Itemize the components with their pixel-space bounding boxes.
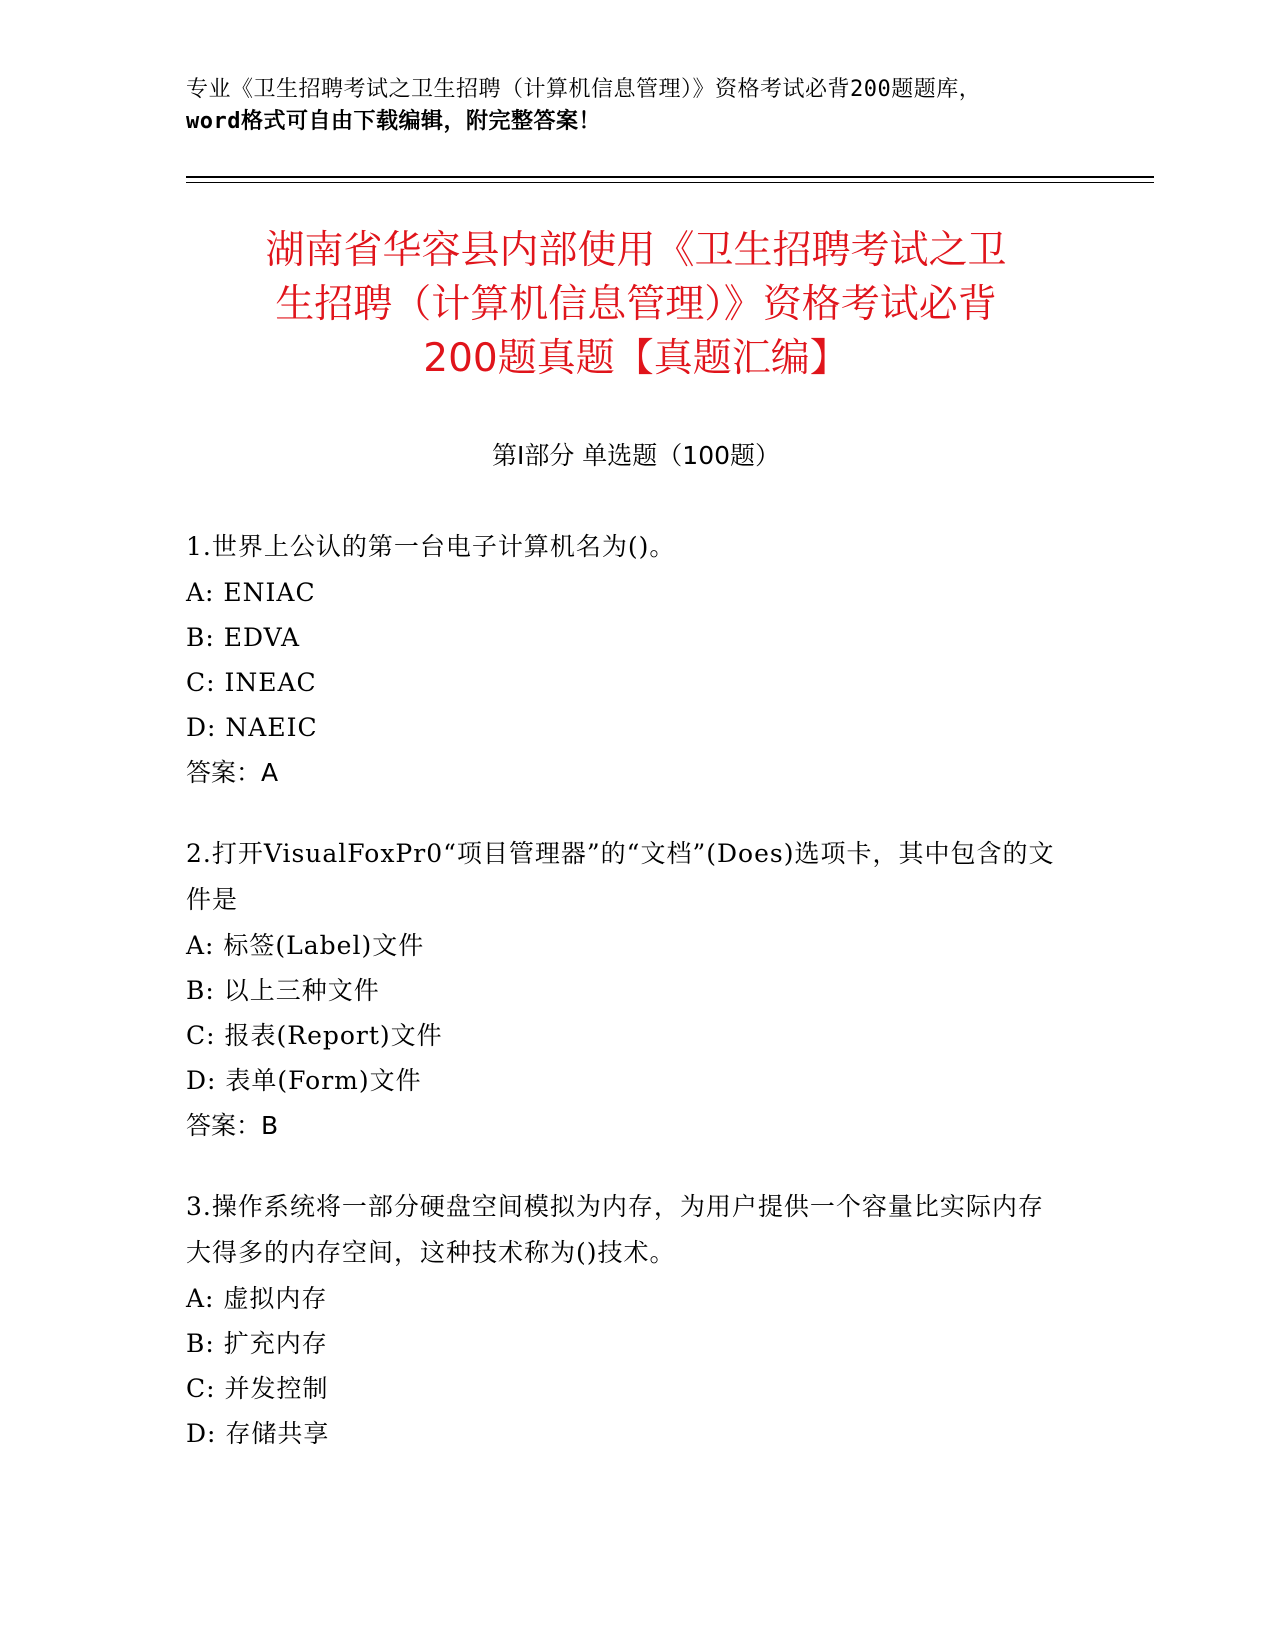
question-text: 2.打开VisualFoxPr0“项目管理器”的“文档”(Does)选项卡，其中包含的文件是 xyxy=(186,839,1055,914)
option-d: D: 存储共享 xyxy=(186,1419,330,1448)
document-title xyxy=(186,224,1086,386)
answer: 答案：A xyxy=(186,758,279,787)
header-divider-thin xyxy=(186,182,1154,183)
document-title-line-2: 生招聘（计算机信息管理）》资格考试必背 xyxy=(275,282,997,327)
option-c: C: 并发控制 xyxy=(186,1374,329,1403)
option-c: C: 报表(Report)文件 xyxy=(186,1021,443,1050)
option-a: A: ENIAC xyxy=(186,578,316,607)
document-title-line-3: 200题真题【真题汇编】 xyxy=(423,336,849,381)
header-note-line-1: 专业《卫生招聘考试之卫生招聘（计算机信息管理）》资格考试必背200题题库， xyxy=(186,77,982,102)
question-list xyxy=(186,524,1066,1492)
option-c: C: INEAC xyxy=(186,668,317,697)
header-divider-thick xyxy=(186,176,1154,178)
option-b: B: EDVA xyxy=(186,623,301,652)
question-text: 1.世界上公认的第一台电子计算机名为()。 xyxy=(186,532,676,561)
option-a: A: 标签(Label)文件 xyxy=(186,931,425,960)
question-text: 3.操作系统将一部分硬盘空间模拟为内存，为用户提供一个容量比实际内存大得多的内存空间，这种技术称为()技术。 xyxy=(186,1192,1044,1267)
option-d: D: NAEIC xyxy=(186,713,318,742)
document-title-line-1: 湖南省华容县内部使用《卫生招聘考试之卫 xyxy=(265,228,1007,273)
answer: 答案：B xyxy=(186,1111,279,1140)
question-1 xyxy=(186,524,1066,795)
option-b: B: 扩充内存 xyxy=(186,1329,328,1358)
option-b: B: 以上三种文件 xyxy=(186,976,380,1005)
section-title: 第Ⅰ部分 单选题（100题） xyxy=(491,441,781,470)
question-3 xyxy=(186,1184,1066,1456)
question-2 xyxy=(186,831,1066,1148)
header-note-line-2: word格式可自由下载编辑，附完整答案！ xyxy=(186,109,601,134)
option-d: D: 表单(Form)文件 xyxy=(186,1066,422,1095)
header-note xyxy=(186,74,1086,138)
option-a: A: 虚拟内存 xyxy=(186,1284,328,1313)
